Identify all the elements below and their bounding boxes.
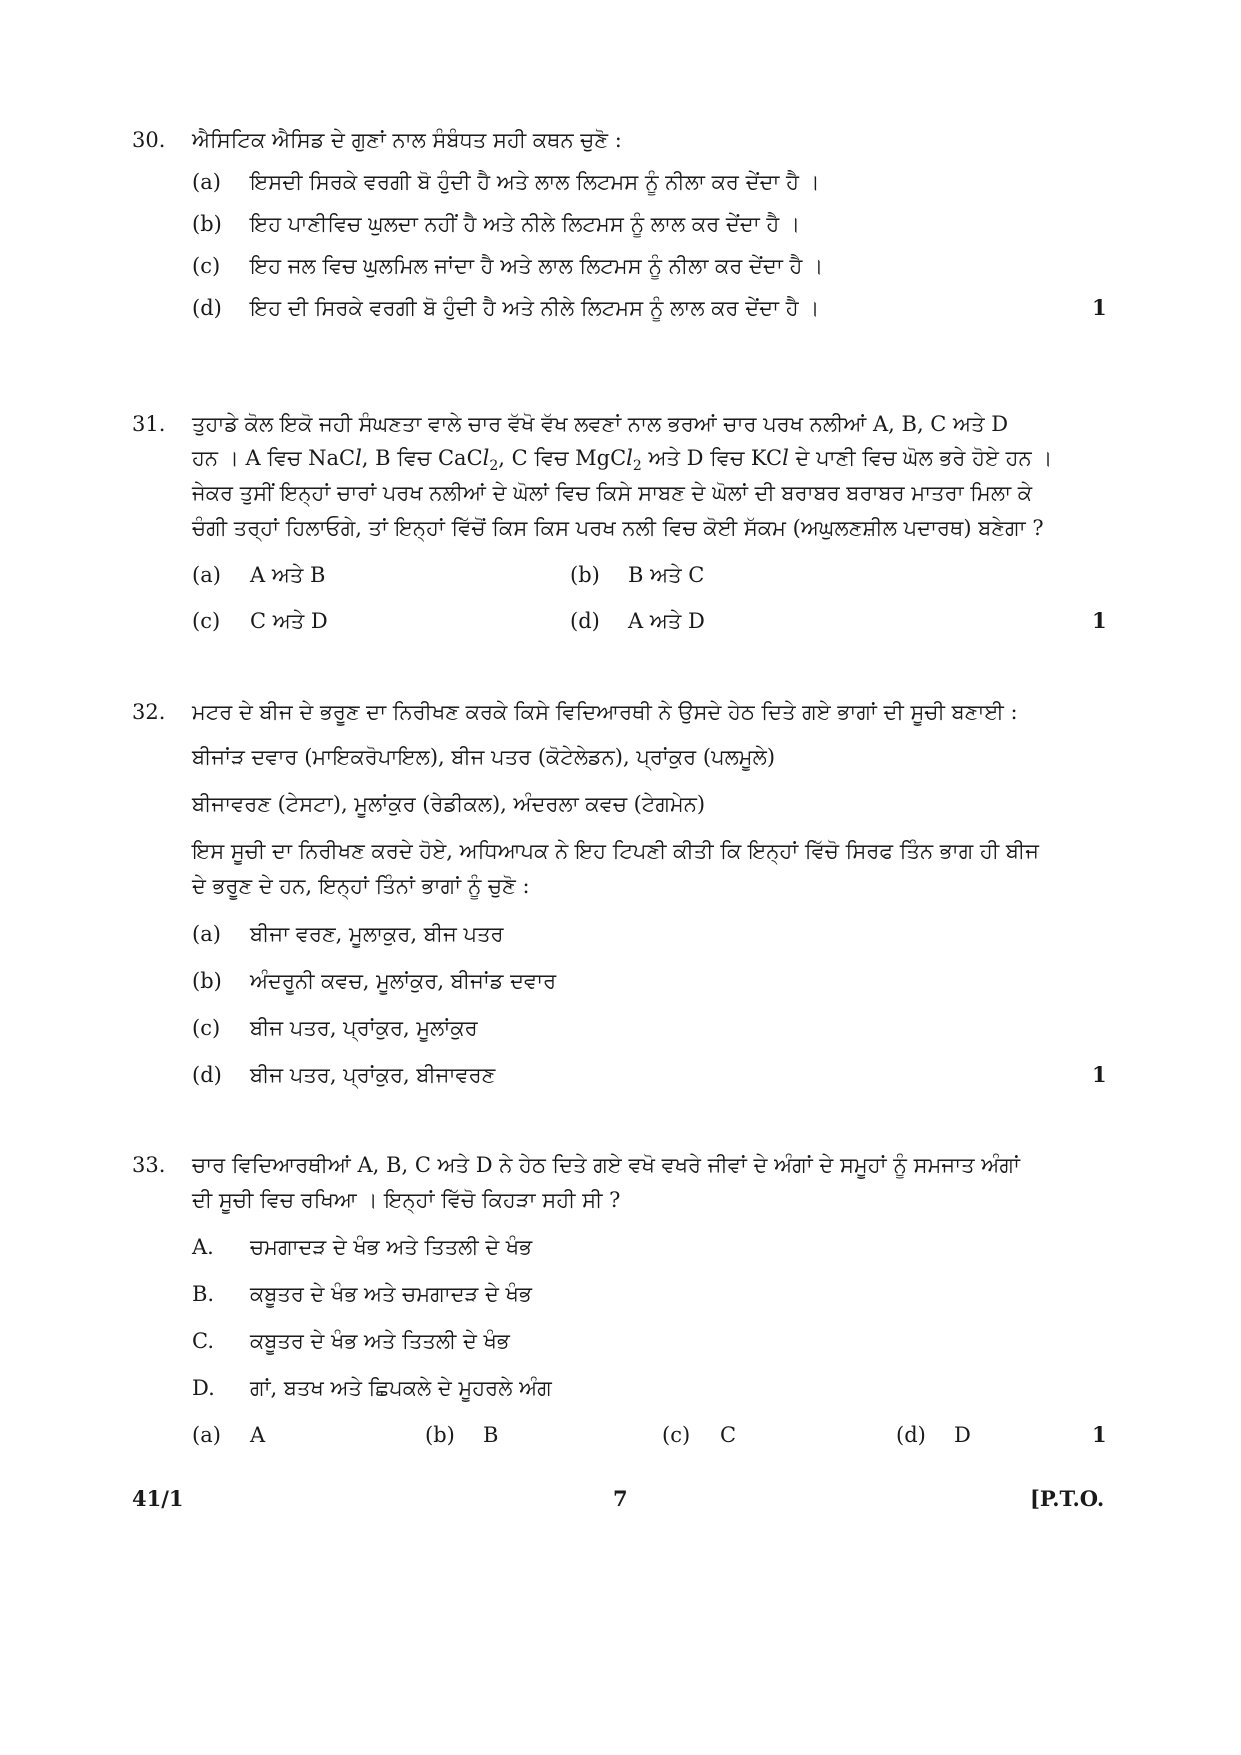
- item-text: ਕਬੂਤਰ ਦੇ ਖੰਭ ਅਤੇ ਚਮਗਾਦੜ ਦੇ ਖੰਭ: [250, 1282, 532, 1306]
- item-c: [192, 1329, 510, 1353]
- formula-symbol: l: [782, 446, 789, 470]
- option-a: [192, 1423, 265, 1447]
- formula-subscript: 2: [632, 458, 642, 475]
- page-number: 7: [613, 1486, 628, 1511]
- option-label: (d): [192, 296, 222, 320]
- item-label: A.: [192, 1235, 214, 1259]
- option-text: ਇਸਦੀ ਸਿਰਕੇ ਵਰਗੀ ਬੋ ਹੁੰਦੀ ਹੈ ਅਤੇ ਲਾਲ ਲਿਟਮਸ ਨੂੰ ਨੀਲਾ ਕਰ ਦੇਂਦਾ ਹੈ ।: [250, 170, 820, 194]
- stem-text: ਹਨ । A ਵਿਚ NaC: [192, 446, 356, 470]
- option-label: (c): [192, 254, 221, 278]
- option-text: B: [483, 1423, 499, 1447]
- option-text: ਇਹ ਦੀ ਸਿਰਕੇ ਵਰਗੀ ਬੋ ਹੁੰਦੀ ਹੈ ਅਤੇ ਨੀਲੇ ਲਿਟਮਸ ਨੂੰ ਲਾਲ ਕਰ ਦੇਂਦਾ ਹੈ ।: [250, 296, 820, 320]
- option-label: (d): [192, 1063, 222, 1087]
- option-b: [570, 563, 704, 587]
- option-label: (b): [425, 1423, 455, 1447]
- option-label: (b): [192, 212, 222, 236]
- option-text: C: [720, 1423, 737, 1447]
- question-stem-line: ਮਟਰ ਦੇ ਬੀਜ ਦੇ ਭਰੂਣ ਦਾ ਨਿਰੀਖਣ ਕਰਕੇ ਕਿਸੇ ਵਿਦਿਆਰਥੀ ਨੇ ਉਸਦੇ ਹੇਠ ਦਿਤੇ ਗਏ ਭਾਗਾਂ ਦੀ ਸੂਚੀ ਬਣਾਈ :: [192, 700, 1018, 724]
- question-stem-line: ਚਾਰ ਵਿਦਿਆਰਥੀਆਂ A, B, C ਅਤੇ D ਨੇ ਹੇਠ ਦਿਤੇ ਗਏ ਵਖੋ ਵਖਰੇ ਜੀਵਾਂ ਦੇ ਅੰਗਾਂ ਦੇ ਸਮੂਹਾਂ ਨੂੰ ਸਮਜਾਤ ਅੰਗਾਂ: [192, 1153, 1020, 1177]
- option-c: [662, 1423, 736, 1447]
- question-stem-line: ਤੁਹਾਡੇ ਕੋਲ ਇਕੋ ਜਹੀ ਸੰਘਣਤਾ ਵਾਲੇ ਚਾਰ ਵੱਖੋ ਵੱਖ ਲਵਣਾਂ ਨਾਲ ਭਰਆਂ ਚਾਰ ਪਰਖ ਨਲੀਆਂ A, B, C ਅਤੇ D: [192, 412, 1009, 436]
- stem-text: ਅਤੇ D ਵਿਚ KC: [641, 446, 783, 470]
- option-c: [192, 1016, 478, 1040]
- question-number: 33.: [132, 1153, 166, 1177]
- option-d: [192, 1063, 495, 1087]
- item-text: ਗਾਂ, ਬਤਖ ਅਤੇ ਛਿਪਕਲੇ ਦੇ ਮੂਹਰਲੇ ਅੰਗ: [250, 1376, 552, 1400]
- question-stem-formula-line: [192, 446, 1099, 475]
- option-label: (a): [192, 1423, 221, 1447]
- option-text: ਇਹ ਜਲ ਵਿਚ ਘੁਲਮਿਲ ਜਾਂਦਾ ਹੈ ਅਤੇ ਲਾਲ ਲਿਟਮਸ ਨੂੰ ਨੀਲਾ ਕਰ ਦੇਂਦਾ ਹੈ ।: [250, 254, 824, 278]
- option-label: (a): [192, 922, 221, 946]
- option-d: [192, 296, 819, 320]
- question-stem-line: ਬੀਜਾਵਰਣ (ਟੇਸਟਾ), ਮੂਲਾਂਕੁਰ (ਰੇਡੀਕਲ), ਅੰਦਰਲਾ ਕਵਚ (ਟੇਗਮੇਨ): [192, 792, 706, 816]
- option-text: ਬੀਜਾ ਵਰਣ, ਮੂਲਾਕੁਰ, ਬੀਜ ਪਤਰ: [250, 922, 504, 946]
- question-stem-line: ਦੀ ਸੂਚੀ ਵਿਚ ਰਖਿਆ । ਇਨ੍ਹਾਂ ਵਿੱਚੋ ਕਿਹੜਾ ਸਹੀ ਸੀ ?: [192, 1188, 621, 1212]
- question-stem-line: ਚੰਗੀ ਤਰ੍ਹਾਂ ਹਿਲਾਓਗੇ, ਤਾਂ ਇਨ੍ਹਾਂ ਵਿੱਚੋਂ ਕਿਸ ਕਿਸ ਪਰਖ ਨਲੀ ਵਿਚ ਕੋਈ ਸੱਕਮ (ਅਘੁਲਣਸ਼ੀਲ ਪਦਾਰਥ) ਬਣੇਗਾ ?: [192, 516, 1044, 540]
- question-stem-line: ਜੇਕਰ ਤੁਸੀਂ ਇਨ੍ਹਾਂ ਚਾਰਾਂ ਪਰਖ ਨਲੀਆਂ ਦੇ ਘੋਲਾਂ ਵਿਚ ਕਿਸੇ ਸਾਬਣ ਦੇ ਘੋਲਾਂ ਦੀ ਬਰਾਬਰ ਬਰਾਬਰ ਮਾਤਰਾ ਮਿਲਾ ਕੇ: [192, 481, 1033, 505]
- stem-text: , C ਵਿਚ MgC: [498, 446, 627, 470]
- option-label: (d): [570, 609, 600, 633]
- option-text: C ਅਤੇ D: [250, 609, 328, 633]
- pto-label: [P.T.O.: [1030, 1486, 1105, 1511]
- option-text: ਅੰਦਰੂਨੀ ਕਵਚ, ਮੂਲਾਂਕੁਰ, ਬੀਜਾਂਡ ਦਵਾਰ: [250, 969, 557, 993]
- item-label: D.: [192, 1376, 215, 1400]
- item-d: [192, 1376, 552, 1400]
- item-text: ਚਮਗਾਦੜ ਦੇ ਖੰਭ ਅਤੇ ਤਿਤਲੀ ਦੇ ਖੰਭ: [250, 1235, 533, 1259]
- question-number: 32.: [132, 700, 166, 724]
- option-text: A: [250, 1423, 266, 1447]
- marks: 1: [1092, 295, 1107, 320]
- formula-symbol: l: [626, 446, 633, 470]
- option-text: A ਅਤੇ D: [628, 609, 705, 633]
- option-label: (c): [192, 609, 221, 633]
- formula-symbol: l: [482, 446, 490, 470]
- stem-text: , B ਵਿਚ CaC: [361, 446, 483, 470]
- option-a: [192, 563, 325, 587]
- formula-symbol: l: [355, 446, 362, 470]
- marks: 1: [1092, 1422, 1107, 1447]
- option-c: [192, 609, 328, 633]
- option-text: ਇਹ ਪਾਣੀਵਿਚ ਘੁਲਦਾ ਨਹੀਂ ਹੈ ਅਤੇ ਨੀਲੇ ਲਿਟਮਸ ਨੂੰ ਲਾਲ ਕਰ ਦੇਂਦਾ ਹੈ ।: [250, 212, 801, 236]
- question-stem-line: ਐਸਿਟਿਕ ਐਸਿਡ ਦੇ ਗੁਣਾਂ ਨਾਲ ਸੰਬੰਧਤ ਸਹੀ ਕਥਨ ਚੁਣੋ :: [192, 128, 622, 152]
- option-label: (b): [570, 563, 600, 587]
- question-stem-line: ਇਸ ਸੂਚੀ ਦਾ ਨਿਰੀਖਣ ਕਰਦੇ ਹੋਏ, ਅਧਿਆਪਕ ਨੇ ਇਹ ਟਿਪਣੀ ਕੀਤੀ ਕਿ ਇਨ੍ਹਾਂ ਵਿੱਚੋ ਸਿਰਫ ਤਿੰਨ ਭਾਗ ਹੀ ਬੀਜ: [192, 839, 1039, 863]
- option-label: (a): [192, 563, 221, 587]
- option-label: (a): [192, 170, 221, 194]
- question-stem-line: ਬੀਜਾਂੜ ਦਵਾਰ (ਮਾਇਕਰੋਪਾਇਲ), ਬੀਜ ਪਤਰ (ਕੋਟੇਲੇਡਨ), ਪ੍ਰਾਂਕੁਰ (ਪਲਮੂਲੇ): [192, 745, 776, 769]
- option-c: [192, 254, 823, 278]
- option-a: [192, 170, 820, 194]
- item-label: C.: [192, 1329, 214, 1353]
- item-b: [192, 1282, 532, 1306]
- option-text: A ਅਤੇ B: [250, 563, 326, 587]
- option-text: ਬੀਜ ਪਤਰ, ਪ੍ਰਾਂਕੁਰ, ਮੂਲਾਂਕੁਰ: [250, 1016, 478, 1040]
- option-label: (b): [192, 969, 222, 993]
- option-d: [896, 1423, 971, 1447]
- option-text: D: [954, 1423, 971, 1447]
- option-text: B ਅਤੇ C: [628, 563, 705, 587]
- option-b: [425, 1423, 498, 1447]
- marks: 1: [1092, 1062, 1107, 1087]
- option-label: (c): [192, 1016, 221, 1040]
- option-label: (c): [662, 1423, 691, 1447]
- option-d: [570, 609, 705, 633]
- question-number: 31.: [132, 412, 166, 436]
- formula-subscript: 2: [489, 458, 499, 475]
- stem-text: ਦੇ ਪਾਣੀ ਵਿਚ ਘੋਲ ਭਰੇ ਹੋਏ ਹਨ ।: [788, 446, 1053, 470]
- item-a: [192, 1235, 532, 1259]
- option-a: [192, 922, 504, 946]
- option-text: ਬੀਜ ਪਤਰ, ਪ੍ਰਾਂਕੁਰ, ਬੀਜਾਵਰਣ: [250, 1063, 496, 1087]
- question-stem-line: ਦੇ ਭਰੂਣ ਦੇ ਹਨ, ਇਨ੍ਹਾਂ ਤਿੰਨਾਂ ਭਾਗਾਂ ਨੂੰ ਚੁਣੋ :: [192, 874, 530, 898]
- option-b: [192, 212, 800, 236]
- paper-code: 41/1: [132, 1486, 184, 1511]
- marks: 1: [1092, 608, 1107, 633]
- item-text: ਕਬੂਤਰ ਦੇ ਖੰਭ ਅਤੇ ਤਿਤਲੀ ਦੇ ਖੰਭ: [250, 1329, 510, 1353]
- question-number: 30.: [132, 128, 166, 152]
- option-b: [192, 969, 556, 993]
- item-label: B.: [192, 1282, 215, 1306]
- option-label: (d): [896, 1423, 926, 1447]
